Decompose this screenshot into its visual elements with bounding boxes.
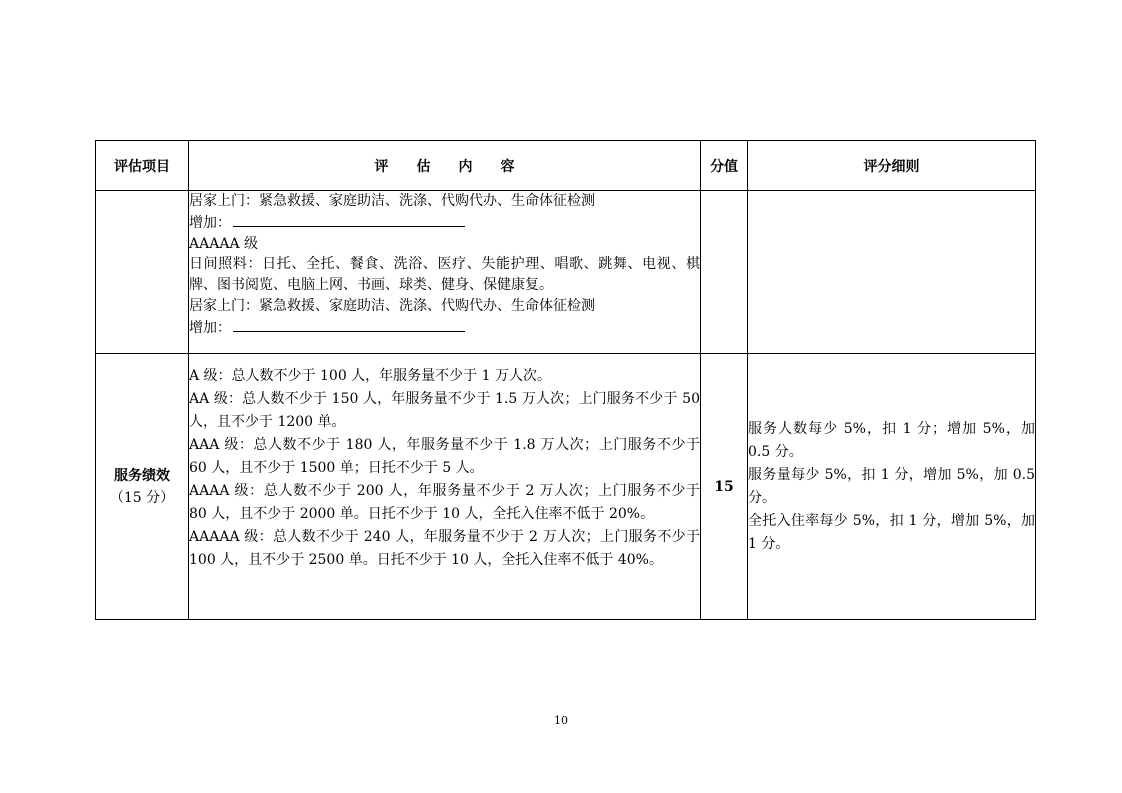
scoring-rule: 服务人数每少 5%，扣 1 分；增加 5%，加 0.5 分。	[748, 420, 1035, 460]
header-row	[96, 141, 1036, 191]
addition-blank-line	[233, 212, 465, 227]
header-rules: 评分细则	[748, 141, 1036, 191]
scoring-rule: 全托入住率每少 5%，扣 1 分，增加 5%，加 1 分。	[748, 512, 1035, 552]
grade-requirement: AAA 级：总人数不少于 180 人，年服务量不少于 1.8 万人次；上门服务不少于 60 人，且不少于 1500 单；日托不少于 5 人。	[189, 437, 700, 476]
content-line	[189, 317, 700, 339]
performance-score: 15	[701, 354, 748, 620]
performance-row	[96, 354, 1036, 620]
performance-content-cell	[189, 354, 701, 620]
page-number: 10	[554, 714, 568, 727]
content-line: 居家上门：紧急救援、家庭助洁、洗涤、代购代办、生命体征检测	[189, 297, 595, 314]
performance-item-cell	[96, 354, 189, 620]
addition-label: 增加：	[189, 319, 231, 336]
header-score: 分值	[701, 141, 748, 191]
performance-rules-cell	[748, 354, 1036, 620]
continued-rules-cell	[748, 191, 1036, 354]
header-item: 评估项目	[96, 141, 189, 191]
item-points: （15 分）	[109, 489, 175, 506]
content-line: 居家上门：紧急救援、家庭助洁、洗涤、代购代办、生命体征检测	[189, 193, 595, 209]
grade-requirement: AA 级：总人数不少于 150 人，年服务量不少于 1.5 万人次；上门服务不少于 50 人，且不少于 1200 单。	[189, 391, 700, 430]
continued-content-cell	[189, 191, 701, 354]
grade-requirement: A 级：总人数不少于 100 人，年服务量不少于 1 万人次。	[189, 368, 551, 384]
content-line	[189, 212, 700, 234]
evaluation-table	[95, 140, 1036, 620]
content-line: 日间照料：日托、全托、餐食、洗浴、医疗、失能护理、唱歌、跳舞、电视、棋牌、图书阅览、电脑上网、书画、球类、健身、保健康复。	[189, 256, 700, 294]
addition-label: 增加：	[189, 214, 231, 231]
addition-blank-line	[233, 317, 465, 332]
content-line: AAAAA 级	[189, 235, 259, 252]
continued-score-cell	[701, 191, 748, 354]
continued-item-cell	[96, 191, 189, 354]
grade-requirement: AAAAA 级：总人数不少于 240 人，年服务量不少于 2 万人次；上门服务不少于 100 人，且不少于 2500 单。日托不少于 10 人，全托入住率不低于 40%。	[189, 529, 700, 568]
continued-row	[96, 191, 1036, 354]
scoring-rule: 服务量每少 5%，扣 1 分，增加 5%，加 0.5 分。	[748, 466, 1035, 506]
item-title: 服务绩效	[114, 467, 170, 484]
header-content: 评 估 内 容	[189, 141, 701, 191]
grade-requirement: AAAA 级：总人数不少于 200 人，年服务量不少于 2 万人次；上门服务不少于 80 人，且不少于 2000 单。日托不少于 10 人，全托入住率不低于 20%。	[189, 483, 700, 522]
